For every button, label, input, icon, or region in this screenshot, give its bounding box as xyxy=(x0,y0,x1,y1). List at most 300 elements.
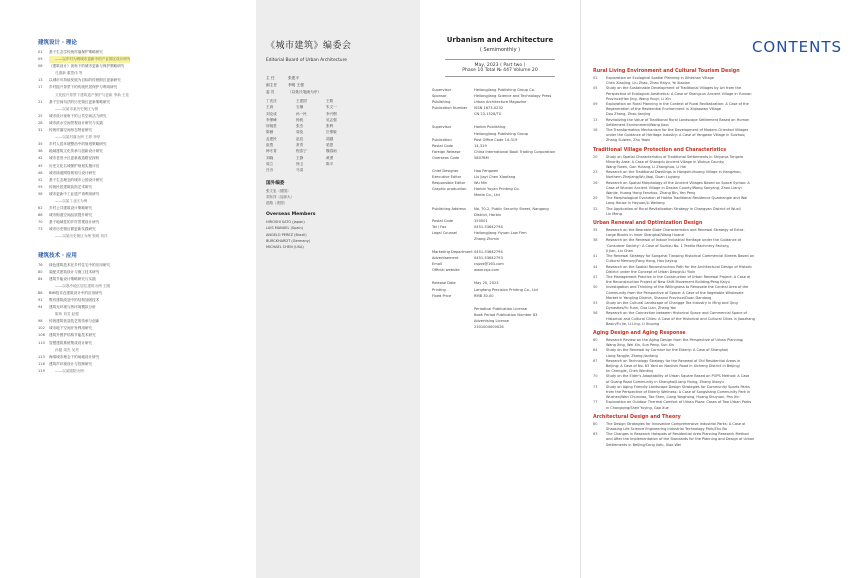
entry-title: The Transformation Mechanism for the Development of Modern-Oriented Villages xyxy=(606,128,749,133)
publication-value: Heilongjiang Publishing Group xyxy=(474,131,529,136)
page-number: 58 xyxy=(38,191,43,196)
publication-value: 14-319 xyxy=(474,143,487,148)
section-title: 建筑设计 · 理论 xyxy=(38,40,77,46)
entry-title: Study on Aging Friendly Landscape Design Strategies for Community Sports Parks xyxy=(606,384,750,389)
entry-title: Wanjie, Huang Hong Fenzhuo, Zhang Bin, Yan Peng xyxy=(606,191,696,196)
entry-title: 基于地域性的乡村景观设计研究 xyxy=(49,220,100,225)
entry-title: 'Consumer Society': A Case of Suzhou No. 1 Textile Machinery Factory/ xyxy=(606,243,730,248)
entry-title: Perspective of Ecological Aesthetics: A Case of Shangcun Ancient Village in Yunnan xyxy=(606,91,752,96)
entry-title: Ji Jian, Liu Chen xyxy=(606,248,633,253)
toc-entry xyxy=(38,219,246,226)
entry-title: 孔德新 董思伟 等 xyxy=(55,71,83,76)
page-number: 05 xyxy=(593,86,598,91)
board-member: 王建国 xyxy=(296,99,307,103)
toc-entry xyxy=(38,177,246,184)
entry-title: Province/Han Jing, Wang Youyi, Li Xin xyxy=(606,96,671,101)
entry-title: Regeneration of the Residential Environment in Xiqiaowan Village xyxy=(606,107,722,112)
page-number: 73 xyxy=(593,384,598,389)
entry-title: 城市地下空间开发利用研究 xyxy=(49,326,93,331)
toc-entry xyxy=(38,205,246,212)
entry-title: of Guang Road Community in Shanghai/Liang Yixing, Zhang Xiaoyu xyxy=(606,379,724,384)
entry-title: Zhang Suiwen, Zhu Yaqin xyxy=(606,138,651,143)
entry-title: 建筑声环境设计与控制研究 xyxy=(49,361,93,366)
entry-title: Settlements in Beijing/Cong Jiafu, Xiao Wei xyxy=(606,442,681,447)
publication-value: 2301004000026 xyxy=(474,325,504,329)
member-line: 范路（美国） xyxy=(266,200,287,205)
entry-title: Shaoxing Life Science Engineering Industrial Technology Park/Zhu Bo xyxy=(606,426,727,431)
publication-label: Printing xyxy=(432,287,446,292)
entry-title: Dou Zhang, Zhao Jianjing xyxy=(606,112,651,117)
entry-title: ——以某村落为例 王婷 李华 xyxy=(55,135,101,140)
page-number xyxy=(38,233,49,240)
entry-title: Jin Chengjie, Chen Wenting xyxy=(606,369,654,374)
page-number: 73 xyxy=(38,227,43,232)
publication-value: Liu Jiayi Chen Xiaofang xyxy=(474,175,516,180)
publication-value: Advertising License xyxy=(474,318,510,323)
entry-title: Exploration on Ecological Spatial Planning in Xiheshan Village xyxy=(606,76,714,80)
entry-title: 城市滨水空间景观设计研究与实践 xyxy=(49,120,103,125)
toc-entry xyxy=(38,233,246,240)
page-number: 01 xyxy=(593,76,598,80)
publication-value: Heilongjiang Science and Technology Press xyxy=(474,94,552,99)
chinese-contents-page xyxy=(0,0,256,578)
page-number: 21 xyxy=(38,99,43,104)
toc-entry xyxy=(38,269,246,276)
page-number xyxy=(38,347,49,354)
board-member: 王静 xyxy=(296,155,304,160)
publication-label: Publication Number xyxy=(432,106,468,111)
toc-entry xyxy=(38,92,246,99)
page-number: 47 xyxy=(593,274,598,279)
board-title: 《城市建筑》编委会 xyxy=(266,41,352,51)
toc-entry xyxy=(38,368,246,375)
entry-title: 乡村公共建筑设计策略研究 xyxy=(49,206,93,211)
publication-value: CN 23-1528/TU xyxy=(474,112,502,117)
page-number: 64 xyxy=(593,348,598,353)
entry-title: Wang Xing, Wei Xin, Sun Peng, Sun Xin xyxy=(606,343,675,348)
page-number xyxy=(593,138,606,143)
publication-value: District, Harbin xyxy=(474,212,502,217)
entry-title: Research on Technology Strategy for the Renewal of Old Residential Areas in xyxy=(606,358,741,363)
publication-info-page xyxy=(420,0,580,578)
entry-title: Research on the Traditional Dwellings in Hongshuihuang Village in Hangzhou, xyxy=(606,170,742,175)
entry-title: 基于生态学传统村落保护策略研究 xyxy=(49,50,103,54)
publication-label: Legal Counsel xyxy=(432,230,458,235)
publication-label xyxy=(432,111,474,117)
board-member: 张利 xyxy=(326,124,334,129)
toc-entry xyxy=(38,148,246,155)
toc-entry xyxy=(38,170,246,177)
publication-label: Foreign Release xyxy=(432,149,461,154)
page-number: 13 xyxy=(593,117,598,122)
entry-title: 城市更新中工业遗产再利用研究 xyxy=(49,191,100,196)
entry-title: Study on the Renewal by Corridor for the Elderly: A Case of Shanghai/ xyxy=(606,348,729,353)
toc-entry xyxy=(38,56,246,63)
foreign-board-list xyxy=(266,188,420,207)
board-role xyxy=(266,89,420,96)
contents-section-title: Urban Renewal and Optimization Design xyxy=(593,221,703,227)
page-number: 41 xyxy=(593,254,598,259)
entry-title: Chen Xiaojing, Liu Zhao, Zhao Haiyu, Ye Xiaolan xyxy=(606,81,691,86)
entry-title: Research on the Spatial Reconstruction Path for the Architectural Design of Historic xyxy=(606,264,753,269)
page-number: 05 xyxy=(38,57,43,62)
page-number xyxy=(38,70,49,77)
publication-label: Email xyxy=(432,262,442,267)
role-label: 副主任 xyxy=(266,83,278,87)
page-number: 28 xyxy=(38,120,43,125)
board-member: 石楠 xyxy=(296,105,304,110)
contents-section-title: Traditional Village Protection and Characteristics xyxy=(593,147,727,153)
entry-title: Exploration on Outdoor Thermal Comfort of Urban Plaza: Cases of Two Urban Parks xyxy=(606,400,752,405)
toc-entry xyxy=(593,138,842,143)
publication-label: Overseas Code xyxy=(432,155,460,160)
toc-entry xyxy=(593,212,842,217)
publication-value: Hao Fengwen xyxy=(474,169,499,174)
entry-title: 城市街道空间品质提升研究 xyxy=(49,213,93,218)
board-member: 王澍 xyxy=(266,105,274,110)
member-line: LUIS MANUEL (Spain) xyxy=(266,226,304,231)
entry-title: 陈伟 刘芳 赵强 xyxy=(55,312,79,317)
page-number: 94 xyxy=(38,305,43,310)
entry-title: under the Guidance of Heritage Industry: A Case of Yangwan Village in Suizhou/ xyxy=(606,133,746,138)
toc-entry xyxy=(38,134,246,141)
publication-label: Postal Code xyxy=(432,143,454,148)
entry-title: Study on Spatial Characteristics of Traditional Settlements in Shiyanja Tongxia xyxy=(606,154,743,159)
page-number: 66 xyxy=(38,213,43,218)
board-member: 徐卫 xyxy=(296,161,304,166)
page-number: 98 xyxy=(38,319,43,324)
entry-title: 城市设计视角下的公共空间活力研究 xyxy=(49,113,107,118)
entry-title: 城市历史街区微更新实践研究 xyxy=(49,227,96,232)
page-number: 23 xyxy=(593,170,598,175)
entry-title: the Reconstruction Project of New Shift Movement Building/Peng Kaiyu xyxy=(606,280,730,285)
publication-value: 150001 xyxy=(474,218,488,223)
entry-title: The Renewal Strategy for Songzhai Tianping Historical Commercial Streets Based on xyxy=(606,254,755,259)
entry-title: 城市老旧小区更新改造路径探析 xyxy=(49,156,100,161)
entry-title: Northern Zhejiang/Wu Jiaqi, Duan Liuyang xyxy=(606,175,680,180)
page-number xyxy=(38,198,49,205)
publication-value: 0451-53642793 xyxy=(474,256,503,261)
publication-value: ISSN 1673-0232 xyxy=(474,106,504,111)
entry-title: Wang Yiwen, Gan Yuliang, Li Zhonghua, Li Hai xyxy=(606,165,687,170)
page-number: 53 xyxy=(593,300,598,305)
entry-title: ——以某剧院为例 xyxy=(55,368,84,373)
page-number: 16 xyxy=(593,128,598,133)
page-number: 44 xyxy=(593,264,598,269)
english-contents-page xyxy=(580,0,850,578)
page-number: 17 xyxy=(38,85,43,90)
board-member: 孟建民 xyxy=(266,136,277,141)
page-number: 91 xyxy=(38,298,43,302)
entry-title: 传统村落空间形态特征研究 xyxy=(49,128,93,133)
role-value: （以姓氏笔画为序） xyxy=(288,90,322,94)
board-member: 李兴钢 xyxy=(326,111,337,116)
entry-title: 传统民居建筑装饰艺术研究 xyxy=(49,184,93,189)
entry-title: 乡村人居环境整治中的规划策略研究 xyxy=(49,142,107,147)
entry-title: Basin/Fu Jie, Li Ling, Li Xiuping xyxy=(606,321,660,326)
entry-title: Study on the Sustainable Development of Traditional Villages by Art from the xyxy=(606,86,742,91)
board-member: 程泰宁 xyxy=(296,149,307,154)
page-number: 42 xyxy=(38,156,43,161)
toc-entry xyxy=(38,226,246,233)
toc-entry xyxy=(38,297,246,304)
publication-value: Urban Architecture Magazine xyxy=(474,100,527,105)
publication-value: www.csjz.com xyxy=(474,268,500,273)
publication-value: Post Office Code 14-319 xyxy=(474,137,518,142)
toc-entry xyxy=(38,318,246,325)
toc-entry xyxy=(38,63,246,70)
page-number: 20 xyxy=(593,154,598,159)
entry-title: ——以寒冷地区居住建筑为例 王刚 xyxy=(55,283,111,288)
editorial-board-page xyxy=(256,0,420,578)
board-member: 陈薇 xyxy=(266,130,274,135)
page-number: 70 xyxy=(593,374,598,379)
publication-label: Marketing Department xyxy=(432,250,473,255)
member-line: MICHAEL CHEN (USA) xyxy=(266,244,304,249)
publication-value: China International Book Trading Corporation xyxy=(474,149,556,154)
publication-value: Langfang Precision Printing Co., Ltd xyxy=(474,287,538,292)
toc-entry xyxy=(593,322,842,327)
page-number: 119 xyxy=(38,368,45,373)
entry-title: 既有建筑改造中的结构加固技术 xyxy=(49,298,100,302)
board-member: 吕舟 xyxy=(266,168,274,173)
publication-value: Zhang Zhimin xyxy=(474,236,500,241)
issue-date: May, 2023 ( Part two ) xyxy=(445,59,555,68)
toc-entry xyxy=(38,340,246,347)
publication-value: No. 70-2, Public Security Street, Nangang xyxy=(474,206,549,211)
page-number: 80 xyxy=(593,421,598,426)
board-member: 陈平 xyxy=(326,161,334,166)
entry-title: Lin Meng xyxy=(606,211,622,216)
board-subtitle: Editorial Board of Urban Architecture xyxy=(266,58,348,63)
entry-title: 智慧建筑系统集成设计研究 xyxy=(49,340,93,345)
page-number: 116 xyxy=(38,361,45,366)
entry-title: 城市绿道网络规划与设计研究 xyxy=(49,170,96,175)
publication-value: Wu Min xyxy=(474,181,488,186)
page-number: 25 xyxy=(38,113,43,118)
toc-entry xyxy=(38,325,246,332)
entry-title: Market in Yangling District, Shaanxi Province/Duan Dandong xyxy=(606,295,712,300)
publication-value: Harbin Yuyan Printing Co. xyxy=(474,187,520,192)
toc-entry xyxy=(38,347,246,354)
publication-label: Chief Designer xyxy=(432,169,459,174)
entry-title: 装配式建筑设计与施工技术研究 xyxy=(49,269,100,274)
page-number: 62 xyxy=(38,206,43,211)
publication-value: 0451-53642794 xyxy=(474,250,503,255)
entry-title: Settlement Environment/Wang Jiaxu xyxy=(606,122,670,127)
entry-title: Liang Fangjie, Zhang Jianfang xyxy=(606,353,658,358)
publication-label xyxy=(432,324,474,330)
entry-title: The Changes in Research Hotspots of Residential Area Planning Research Method xyxy=(606,432,749,437)
page-number: 08 xyxy=(38,64,43,69)
toc-entry xyxy=(38,184,246,191)
entry-title: Investigation and Thinking of the Willingness to Renovate the Central Area of the xyxy=(606,285,749,290)
entry-title: 海绵城市理念下的场地设计研究 xyxy=(49,354,100,359)
page-number: 106 xyxy=(38,333,45,338)
board-member: 吴志强 xyxy=(326,117,337,122)
page-number: 35 xyxy=(593,228,598,233)
entry-title: Revitalizing the Value of Traditional Rural Landscape Settlement Based on Human xyxy=(606,117,750,122)
page-number: 113 xyxy=(38,354,45,359)
entry-title: Long House in Heyuan/Li Weilong xyxy=(606,201,665,206)
toc-entry xyxy=(38,99,246,106)
page-number xyxy=(593,212,606,217)
page-number: 52 xyxy=(38,177,43,182)
page-number: 35 xyxy=(38,142,43,147)
publication-value: 5807BM xyxy=(474,155,489,160)
board-member: 魏春雨 xyxy=(326,149,337,154)
board-member: 丁沃沃 xyxy=(266,99,277,103)
publication-label: Tel / Fax xyxy=(432,224,447,229)
entry-title: Large Blocks in Inner Shanghai/Wang Huanzi xyxy=(606,233,685,238)
entry-title: 《建筑设计》视角下的城市更新与保护策略研究 xyxy=(49,64,125,69)
entry-title: Historical and Cultural Cities: A Case of the Historical and Cultural Cities in Jiaozhang xyxy=(606,316,755,321)
entry-title: Research Review on the Aging Design from the Perspective of Urban Planning/ xyxy=(606,337,744,342)
publication-label: Executive Editor xyxy=(432,175,462,180)
publication-label: Publishing Address xyxy=(432,206,466,211)
toc-entry xyxy=(38,70,246,77)
toc-entry xyxy=(38,155,246,162)
entry-title: Beijing: A Case of No. 83 Yard on Nanlishi Road in Xicheng District in Beijing/ xyxy=(606,363,740,368)
journal-frequency: ( Semimonthly ) xyxy=(479,47,521,53)
board-member: 庄惟敏 xyxy=(326,130,337,135)
board-member: 何镜堂 xyxy=(266,124,277,129)
publication-label: Supervisor xyxy=(432,125,452,130)
entry-title: 建筑节能设计策略研究与实践 xyxy=(49,276,96,281)
issue-number: Phase 10 Total № 447 Volume 20 xyxy=(445,68,555,77)
entry-title: The Application of Rural Revitalization Strategy in Changyan District of Wuxi/ xyxy=(606,206,741,211)
toc-entry xyxy=(38,106,246,113)
board-member: 胡越 xyxy=(326,136,334,141)
page-number xyxy=(38,134,49,141)
toc-entry xyxy=(38,311,246,318)
entry-title: Wuzhen/Wan Chunxiao, Tao Shen, Liang Yonghong, Huang Shuyuan, Pan Xin xyxy=(606,395,740,400)
publication-label xyxy=(432,192,474,198)
page-number: 48 xyxy=(38,170,43,175)
page-number: 38 xyxy=(593,238,598,243)
member-line: 刘东洋（加拿大） xyxy=(266,194,294,199)
page-number: 50 xyxy=(593,285,598,290)
entry-title: Exploration on Rural Planning in the Context of Rural Revitalization: A Case of the xyxy=(606,102,749,107)
entry-title: Research on the Bearable State Characteristics and Renewal Strategy of Extra- xyxy=(606,228,745,233)
overseas-members-title: Overseas Members xyxy=(266,212,316,218)
publication-value: RMB 30.00 xyxy=(474,293,494,298)
toc-entry xyxy=(38,198,246,205)
page-number: 80 xyxy=(38,269,43,274)
entry-title: The Management Practice in the Construction of Urban Renewal Project: A Case of xyxy=(606,274,751,279)
page-number: 102 xyxy=(38,326,45,331)
entry-title: Cultural Memory/Fang Hong, Hou Jiaying xyxy=(606,259,677,264)
toc-entry xyxy=(38,276,246,283)
entry-title: 基于空间句法的历史街区更新策略研究 xyxy=(49,99,111,104)
entry-title: 以城市可持续发展为目标的传统街区更新研究 xyxy=(49,78,121,83)
board-member: 李保峰 xyxy=(266,117,277,122)
page-number: 56 xyxy=(593,311,598,316)
toc-entry xyxy=(38,304,246,311)
toc-entry xyxy=(38,141,246,148)
publication-value: csjzzz@163.com xyxy=(474,262,504,267)
board-role xyxy=(266,75,420,82)
role-label: 主 任 xyxy=(266,76,275,80)
publication-label: Graphic production xyxy=(432,187,467,192)
toc-entry xyxy=(38,332,246,339)
board-role xyxy=(266,82,420,89)
toc-entry xyxy=(38,113,246,120)
page-number: 32 xyxy=(593,206,598,211)
board-member: 张杰 xyxy=(296,124,304,129)
role-value: 张建平 xyxy=(288,76,300,80)
publication-label: Release Date xyxy=(432,281,456,286)
contents-section-title: Rural Living Environment and Cultural Tourism Design xyxy=(593,69,740,74)
entry-title: District under the Concept of Urban Design/Li Yixin xyxy=(606,269,696,274)
publication-value: Media Co., Ltd xyxy=(474,193,500,198)
board-member: 刘克成 xyxy=(266,111,277,116)
page-number: 84 xyxy=(38,276,43,281)
toc-entry xyxy=(38,120,246,127)
publication-label: Publication xyxy=(432,137,452,142)
publication-label: Publishing xyxy=(432,100,451,105)
board-member: 刘晓 xyxy=(266,155,274,160)
toc-entry xyxy=(38,49,246,56)
entry-title: 建筑光环境与热环境模拟分析 xyxy=(49,305,96,310)
board-member: 周立 xyxy=(266,161,274,166)
publication-details xyxy=(432,87,580,330)
entry-title: Study on the Cultural Landscape of Changge Tea Industry in Ming and Qing xyxy=(606,300,738,305)
page-number: 55 xyxy=(38,184,43,189)
toc-entry xyxy=(38,262,246,269)
board-member: 黄勇 xyxy=(326,155,334,160)
entry-title: Research on the Connection between Historical Space and Commercial Space of xyxy=(606,311,747,316)
journal-title: Urbanism and Architecture xyxy=(446,36,554,44)
board-member: 马清 xyxy=(296,168,304,173)
board-member: 朱文一 xyxy=(326,105,337,110)
entry-title: 孙磊 周杰 吴昊 xyxy=(55,347,79,352)
entry-title: Research on Spatial Morphology of the Ancient Villages Based on Space Syntax: A xyxy=(606,180,750,185)
page-number xyxy=(38,92,49,99)
publication-value: Heilongjiang Yiyuan Law Firm xyxy=(474,230,527,235)
toc-entry xyxy=(593,443,842,448)
publication-value: May 20, 2023 xyxy=(474,281,499,286)
page-number: 13 xyxy=(38,78,43,83)
contents-section-title: Aging Design and Aging Response xyxy=(593,330,686,336)
page-number xyxy=(593,443,606,448)
board-member: 孙一民 xyxy=(296,111,307,116)
publication-label: Supervisor xyxy=(432,88,452,92)
section-title: 建筑技术 · 应用 xyxy=(38,252,77,259)
board-member: 常青 xyxy=(296,143,304,148)
entry-title: Research on the Renewal of Indoor Industrial Heritage under the Guidance of xyxy=(606,238,742,243)
member-line: 张文忠（德国） xyxy=(266,188,291,193)
entry-title: ——以乡村为例城市更新中的产业园区设计研究 xyxy=(49,56,130,63)
page-number: 77 xyxy=(593,400,598,405)
board-member: 崔愷 xyxy=(266,143,274,148)
publication-value: Periodical Publication License xyxy=(474,306,527,311)
publication-label: Responsible Editor xyxy=(432,181,466,186)
foreign-board-title: 国外编委 xyxy=(266,180,285,186)
entry-title: 文化振兴背景下建筑遗产保护与更新 李新 王佳 xyxy=(55,92,130,97)
page-number: 38 xyxy=(38,149,43,154)
board-member: 杨锐 xyxy=(296,117,304,122)
role-label: 委 员 xyxy=(266,90,275,94)
role-value: 李明 王强 xyxy=(288,83,304,87)
page-number: 09 xyxy=(593,102,598,107)
page-number: 88 xyxy=(38,290,43,295)
page-number xyxy=(593,322,606,327)
entry-title: ——以某工业区为例 xyxy=(55,198,88,203)
board-member: 王路 xyxy=(326,99,334,103)
board-member: 梁思 xyxy=(326,143,334,148)
entry-title: and After the Implementation of the Standards for the Planning and Design of Urban xyxy=(606,437,755,442)
